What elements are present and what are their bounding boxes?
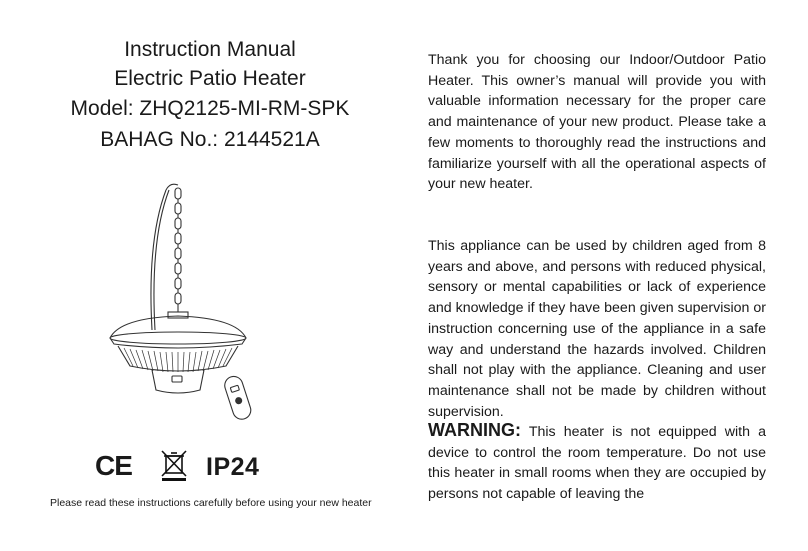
model-number: Model: ZHQ2125-MI-RM-SPK	[70, 97, 350, 120]
manual-title: Instruction Manual	[124, 38, 296, 61]
footer-note: Please read these instructions carefully before using your new heater	[50, 497, 372, 509]
children-safety-paragraph: This appliance can be used by children aged from 8 years and above, and persons with reduced physical, sensory or mental capabilities or lack of experience and knowledge if they have been given supervision or instruction concerning use of the appliance in a safe way and understand the hazards involved. Children shall not play with the appliance. Cleaning and user maintenance shall not be made by children without supervision.	[428, 238, 766, 420]
ip-rating: IP24	[206, 453, 260, 481]
warning-paragraph	[428, 420, 766, 505]
warning-label: WARNING:	[428, 420, 521, 440]
intro-paragraph: Thank you for choosing our Indoor/Outdoor Patio Heater. This owner’s manual will provide you with valuable information necessary for the proper care and maintenance of your new product. Please take a few moments to thoroughly read the instructions and familiarize yourself with all the operational aspects of your new heater.	[428, 52, 766, 193]
ce-mark: CE	[95, 450, 132, 481]
certification-marks	[95, 448, 355, 488]
product-title: Electric Patio Heater	[114, 67, 306, 90]
bahag-number: BAHAG No.: 2144521A	[100, 128, 320, 151]
warning-text: This heater is not equipped with a device to control the room temperature. Do not use this heater in small rooms when they are occupied by persons not capable of leaving the	[428, 424, 766, 503]
heater-illustration	[100, 180, 290, 435]
weee-bin-icon	[159, 448, 189, 482]
